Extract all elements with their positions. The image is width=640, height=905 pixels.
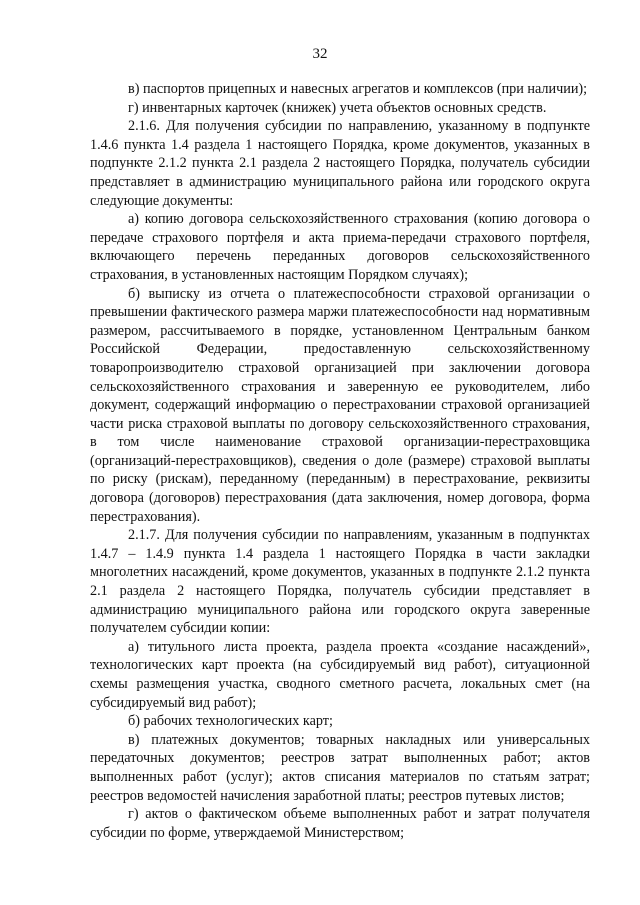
paragraph-2-1-6: 2.1.6. Для получения субсидии по направлению, указанному в подпункте 1.4.6 пункта 1.4 раздела 1 настоящего Порядка, кроме документов, указанных в подпункте 2.1.2 пункта 2.1 раздела 2 настоящего Порядка, получатель субсидии представляет в администрацию муниципального района или городского округа следующие документы: <box>90 118 590 209</box>
paragraph-b-solvency-report: б) выписку из отчета о платежеспособности страховой организации о превышении фактического размера маржи платежеспособности над нормативным размером, рассчитываемого в порядке, установленном Центральным банком Российской Федерации, предоставленную сельскохозяйственному товаропроизводителю страховой организацией при заключении договора сельскохозяйственного страхования и заверенную ее руководителем, либо документ, содержащий информацию о перестраховании страховой организацией части риска страховой выплаты по договору сельскохозяйственного страхования, в том числе наименование страховой организации-перестраховщика (организаций-перестраховщиков), сведения о доле (размере) страховой выплаты по риску (рискам), переданному (переданным) в перестрахование, реквизиты договора (договоров) перестрахования (дата заключения, номер договора, форма перестрахования). <box>90 285 590 525</box>
paragraph-a-insurance-contract: а) копию договора сельскохозяйственного страхования (копию договора о передаче страхового портфеля и акта приема-передачи страхового портфеля, включающего перечень переданных договоров сельскохозяйственного страхования, в установленных настоящим Порядком случаях); <box>90 211 590 283</box>
paragraph-v-payment-docs: в) платежных документов; товарных накладных или универсальных передаточных документов; реестров затрат выполненных работ; актов выполненных работ (услуг); актов списания материалов по статьям затрат; реестров ведомостей начисления заработной платы; реестров путевых листов; <box>90 731 590 804</box>
paragraph-g-inventory-cards: г) инвентарных карточек (книжек) учета объектов основных средств. <box>128 99 547 116</box>
paragraph-a-project-title: а) титульного листа проекта, раздела проекта «создание насаждений», технологических карт проекта (на субсидируемый вид работ), ситуационной схемы размещения участка, сводного сметного расчета, локальных смет (на субсидируемый вид работ); <box>90 638 590 711</box>
page-number: 32 <box>312 46 328 62</box>
paragraph-2-1-7: 2.1.7. Для получения субсидии по направлениям, указанным в подпунктах 1.4.7 – 1.4.9 пункта 1.4 раздела 1 настоящего Порядка в части закладки многолетних насаждений, кроме документов, указанных в подпункте 2.1.2 пункта 2.1 раздела 2 настоящего Порядка, получатель субсидии представляет в администрацию муниципального района или городского округа заверенные получателем субсидии копии: <box>90 527 590 637</box>
paragraph-b-tech-cards: б) рабочих технологических карт; <box>128 713 333 730</box>
document-body <box>90 80 590 842</box>
paragraph-g-work-acts: г) актов о фактическом объеме выполненных работ и затрат получателя субсидии по форме, утверждаемой Министерством; <box>90 806 590 841</box>
paragraph-v-passports: в) паспортов прицепных и навесных агрегатов и комплексов (при наличии); <box>128 81 588 97</box>
